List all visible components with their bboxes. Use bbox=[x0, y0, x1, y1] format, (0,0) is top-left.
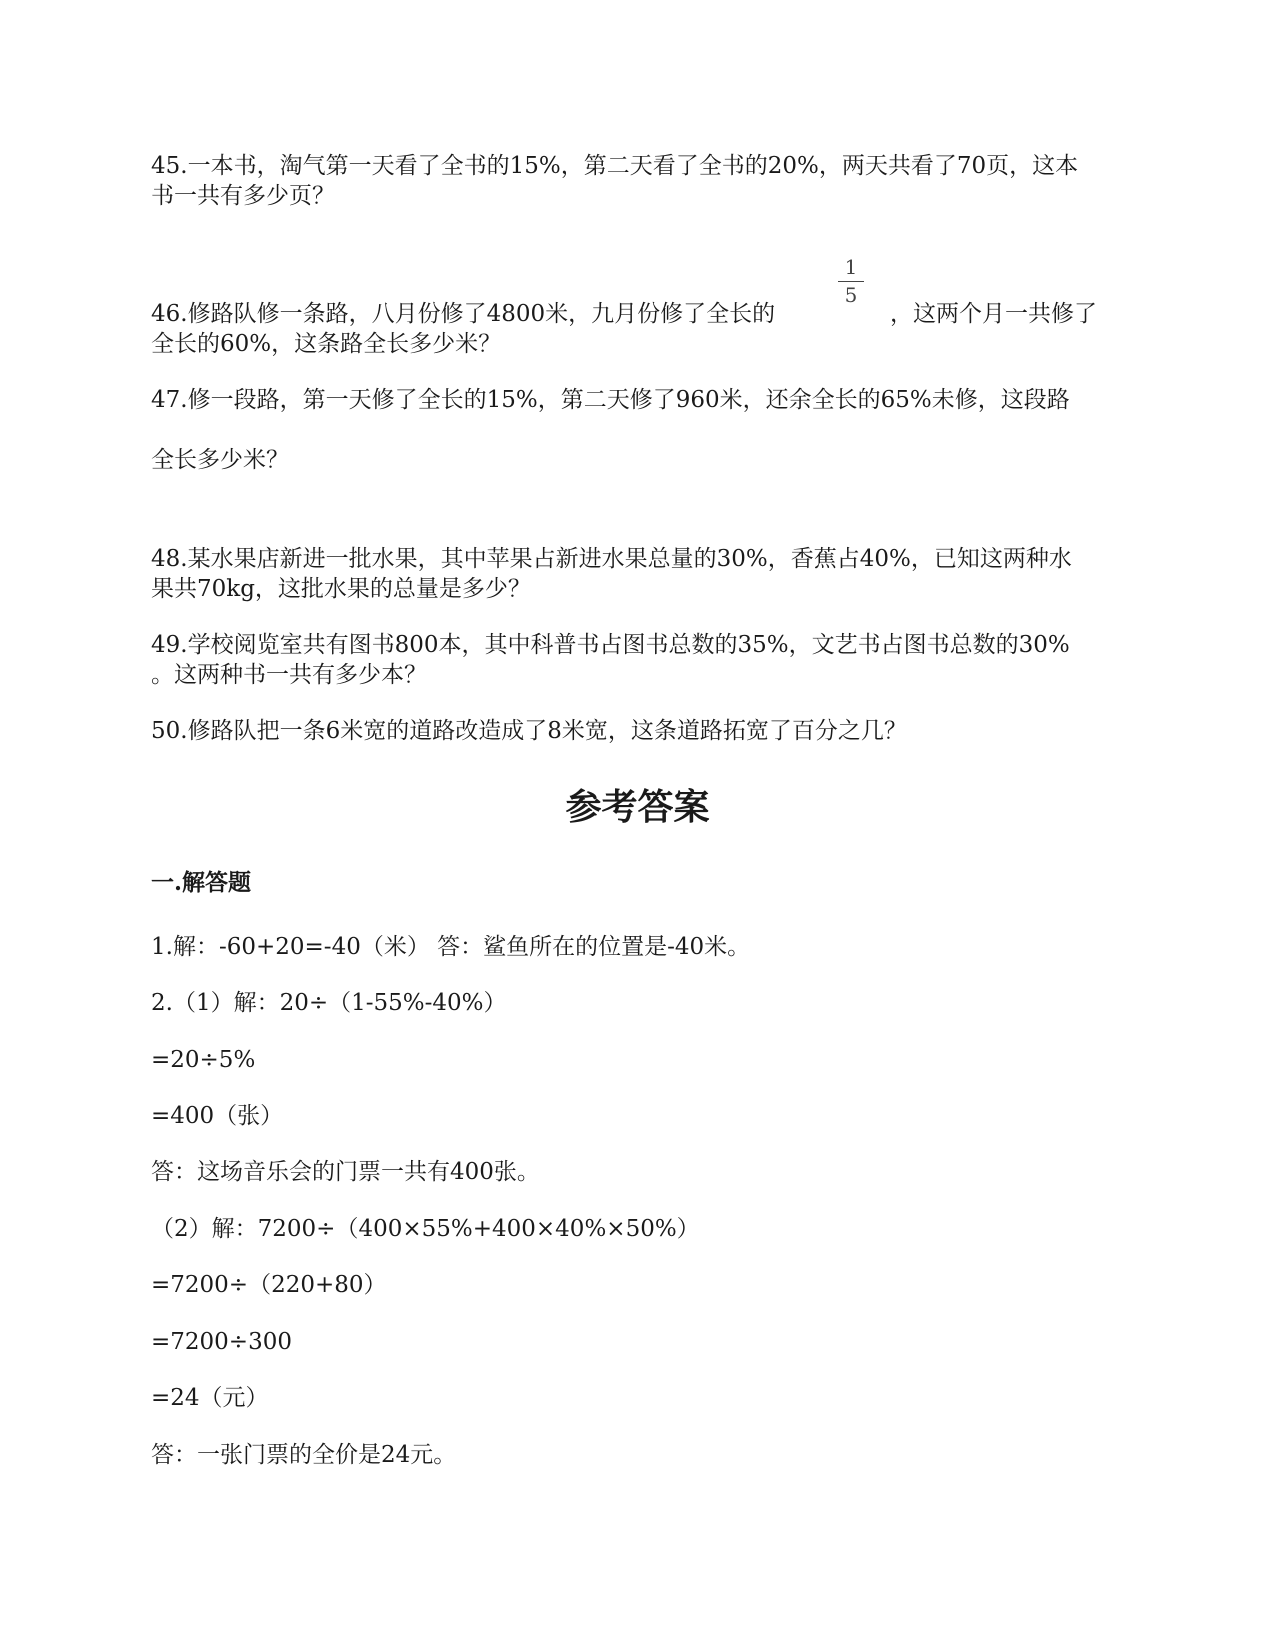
section-title: 一.解答题 bbox=[151, 869, 252, 896]
answer-title: 参考答案 bbox=[565, 786, 710, 828]
answer-line-6: （2）解：7200÷（400×55%+400×40%×50%） bbox=[151, 1216, 700, 1242]
answer-line-2: 2.（1）解：20÷（1-55%-40%） bbox=[151, 990, 507, 1016]
q46-line-2: 全长的60%，这条路全长多少米？ bbox=[151, 331, 502, 357]
q47-line-2: 全长多少米？ bbox=[151, 447, 289, 473]
q47-line-1: 47.修一段路，第一天修了全长的15%，第二天修了960米，还余全长的65%未修，这段路 bbox=[151, 387, 1070, 413]
answer-line-4: =400（张） bbox=[151, 1103, 284, 1129]
answer-line-10: 答：一张门票的全价是24元。 bbox=[151, 1442, 457, 1468]
q48-line-1: 48.某水果店新进一批水果，其中苹果占新进水果总量的30%，香蕉占40%，已知这两种水 bbox=[151, 546, 1072, 572]
answer-line-5: 答：这场音乐会的门票一共有400张。 bbox=[151, 1159, 540, 1185]
q45-line-1: 45.一本书，淘气第一天看了全书的15%，第二天看了全书的20%，两天共看了70页，这本 bbox=[151, 153, 1079, 179]
fraction-numerator: 1 bbox=[844, 255, 858, 279]
q45-line-2: 书一共有多少页？ bbox=[151, 183, 335, 209]
answer-line-1: 1.解：-60+20=-40（米） 答：鲨鱼所在的位置是-40米。 bbox=[151, 934, 751, 960]
q46-line-1b: ，这两个月一共修了 bbox=[890, 301, 1097, 327]
q49-line-2: 。这两种书一共有多少本？ bbox=[151, 662, 427, 688]
answer-line-9: =24（元） bbox=[151, 1385, 269, 1411]
fraction-one-fifth bbox=[838, 255, 864, 307]
answer-line-8: =7200÷300 bbox=[151, 1329, 292, 1355]
q48-line-2: 果共70kg，这批水果的总量是多少？ bbox=[151, 576, 531, 602]
q49-line-1: 49.学校阅览室共有图书800本，其中科普书占图书总数的35%，文艺书占图书总数的30% bbox=[151, 632, 1070, 658]
fraction-bar bbox=[838, 281, 864, 282]
fraction-denominator: 5 bbox=[844, 283, 858, 307]
q50-line-1: 50.修路队把一条6米宽的道路改造成了8米宽，这条道路拓宽了百分之几？ bbox=[151, 718, 907, 744]
answer-line-7: =7200÷（220+80） bbox=[151, 1272, 387, 1298]
q46-line-1a: 46.修路队修一条路，八月份修了4800米，九月份修了全长的 bbox=[151, 301, 776, 327]
answer-line-3: =20÷5% bbox=[151, 1047, 256, 1073]
